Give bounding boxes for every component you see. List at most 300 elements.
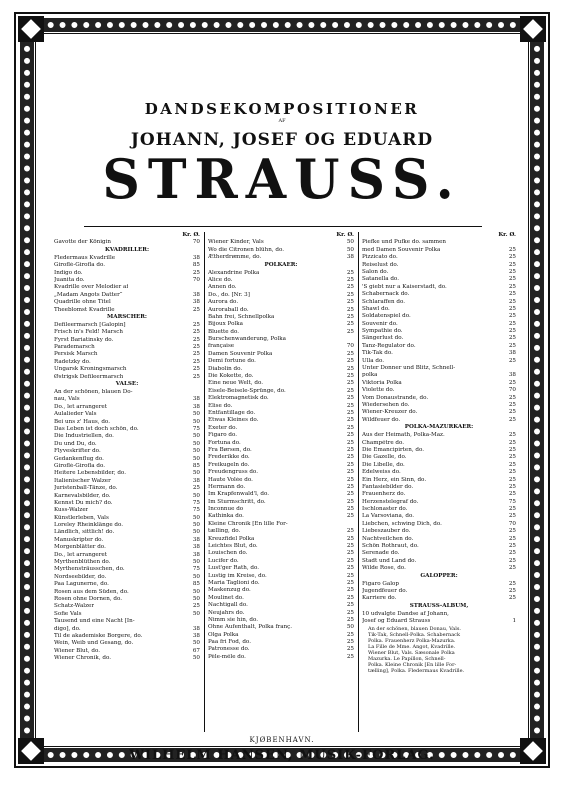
entry-price: 25 [508, 476, 516, 483]
entry-price: 25 [508, 335, 516, 342]
entry-price: 25 [346, 631, 354, 638]
entry-title: Giroflé-Girofla do. [54, 462, 106, 469]
entry-title: Fra Børsen, do. [208, 446, 252, 453]
catalog-entry [362, 550, 516, 557]
catalog-entry [362, 402, 516, 409]
catalog-entry [208, 469, 354, 476]
catalog-entry [208, 536, 354, 543]
entry-title: Morgenblätter do. [54, 544, 106, 551]
entry-price: 50 [192, 588, 200, 595]
entry-title: Nachtigall do. [208, 602, 248, 609]
catalog-entry [54, 299, 200, 306]
entry-price: 25 [508, 506, 516, 513]
entry-price: 38 [192, 403, 200, 410]
catalog-entry [362, 521, 516, 528]
catalog-entry [54, 351, 200, 358]
catalog-entry [208, 610, 354, 617]
catalog-entry [362, 513, 516, 520]
entry-price: 25 [508, 580, 516, 587]
entry-title: Wiener Chronik, do. [54, 655, 112, 662]
entry-price: 25 [508, 357, 516, 364]
catalog-entry [54, 270, 200, 277]
catalog-entry [208, 388, 354, 395]
entry-title: Radetzky do. [54, 358, 91, 365]
catalog-entry [362, 499, 516, 506]
catalog-entry [362, 380, 516, 387]
catalog-entry [54, 470, 200, 477]
entry-title: Liebeszauber do. [362, 528, 411, 535]
entry-price: 70 [192, 239, 200, 246]
entry-title: Do., let arrangeret [54, 403, 107, 410]
entry-price: 25 [346, 284, 354, 291]
entry-title: Myrthenblüthen do. [54, 559, 111, 566]
entry-title: Fantasiebilder do. [362, 483, 414, 490]
entry-title: 'S giebt nur a Kaiserstadt, do. [362, 283, 447, 290]
entry-title: Kleine Chronik [En lille For- [208, 520, 288, 527]
corner-ornament [520, 738, 546, 764]
catalog-entry [362, 350, 516, 357]
catalog-entry [208, 654, 354, 661]
entry-title: Alexandrine Polka [208, 269, 260, 276]
entry-title: Annen do. [208, 284, 237, 291]
entry-price: 25 [508, 261, 516, 268]
entry-title: Künstlerleben, Vals [54, 514, 109, 521]
entry-price: 25 [346, 483, 354, 490]
catalog-entry [54, 581, 200, 588]
catalog-entry [362, 343, 516, 350]
entry-title: Jugendfeuer do. [362, 587, 408, 594]
entry-title: Quadrille ohne Titel [54, 299, 111, 306]
catalog-entry [208, 329, 354, 336]
catalog-column-2 [208, 232, 354, 661]
catalog-entry [208, 336, 354, 343]
catalog-entry [54, 441, 200, 448]
entry-price: 25 [192, 603, 200, 610]
entry-price: 25 [508, 446, 516, 453]
entry-title: Patronesse do. [208, 646, 250, 653]
catalog-entry [54, 559, 200, 566]
catalog-entry [208, 632, 354, 639]
catalog-entry [54, 337, 200, 344]
entry-title: Wildfeuer do. [362, 416, 401, 423]
entry-title: Parademarsch [54, 344, 95, 351]
entry-price: 25 [192, 344, 200, 351]
entry-price: 75 [192, 566, 200, 573]
entry-price: 25 [508, 291, 516, 298]
catalog-entry [54, 544, 200, 551]
catalog-entry [208, 565, 354, 572]
entry-price: 25 [508, 439, 516, 446]
entry-price: 70 [346, 343, 354, 350]
entry-title: Tanz-Regulator do. [362, 342, 416, 349]
entry-price: 50 [346, 239, 354, 246]
entry-price: 25 [508, 416, 516, 423]
section-heading: KVADRILLER: [104, 246, 150, 253]
catalog-entry [362, 440, 516, 447]
entry-title: Wiedersehen do. [362, 401, 410, 408]
entry-title: Pizzicato do. [362, 254, 398, 261]
entry-title: Ischlonaster do. [362, 506, 408, 513]
title-af: AF [278, 118, 286, 124]
entry-title: Auroraball do. [208, 306, 249, 313]
catalog-entry [362, 506, 516, 513]
entry-title: Schön Rothraut, do. [362, 543, 419, 550]
entry-title: Flyveskrifter do. [54, 448, 101, 455]
entry-title: Elektromagnetisk do. [208, 395, 269, 402]
entry-title: Gedankenflug do. [54, 455, 104, 462]
entry-title: Hermann do. [208, 483, 246, 490]
entry-price: 25 [346, 461, 354, 468]
entry-price [514, 611, 516, 618]
entry-title: Manuskripter do. [54, 536, 104, 543]
catalog-entry [208, 270, 354, 277]
entry-price: 25 [346, 402, 354, 409]
currency-header: Kr. Ø. [498, 232, 516, 238]
entry-price: 25 [346, 498, 354, 505]
column-divider [358, 232, 359, 732]
entry-title: Ulla do. [362, 357, 385, 364]
entry-price: 25 [346, 543, 354, 550]
catalog-entry [208, 513, 354, 520]
entry-title: Aurora do. [208, 299, 239, 306]
entry-price: 25 [346, 653, 354, 660]
entry-title: Eisele-Beisele-Sprünge, do. [208, 387, 286, 394]
entry-title: Neujahrs do. [208, 609, 245, 616]
entry-price: 25 [346, 306, 354, 313]
entry-title: Edelweiss do. [362, 469, 401, 476]
catalog-entry [362, 291, 516, 298]
entry-title: Tik-Tak do. [362, 350, 393, 357]
catalog-entry [362, 417, 516, 424]
corner-ornament [18, 16, 44, 42]
entry-title: Shawl do. [362, 305, 390, 312]
entry-price: 25 [508, 246, 516, 253]
entry-price: 25 [508, 469, 516, 476]
entry-title: Souvenir do. [362, 320, 398, 327]
entry-price: 25 [346, 469, 354, 476]
entry-title: Giroflé-Girofla do. [54, 262, 106, 269]
entry-title: Viktoria Polka [362, 379, 402, 386]
entry-title: Bahn frei, Schnellpolka [208, 313, 275, 320]
catalog-column-3 [362, 232, 516, 674]
entry-title: Myrthensträusschen, do. [54, 566, 125, 573]
entry-price: 50 [192, 433, 200, 440]
catalog-entry [54, 478, 200, 485]
entry-title: Satanella do. [362, 276, 399, 283]
entry-price: 25 [508, 254, 516, 261]
catalog-entry [208, 521, 354, 528]
catalog-entry [362, 565, 516, 572]
entry-price: 25 [346, 528, 354, 535]
entry-price: 25 [192, 269, 200, 276]
entry-price: 1 [512, 618, 516, 625]
entry-price: 25 [346, 313, 354, 320]
entry-title: Lustig im Kreise, do. [208, 572, 267, 579]
entry-price: 70 [508, 387, 516, 394]
entry-price: 25 [508, 268, 516, 275]
catalog-entry [362, 454, 516, 461]
entry-title: Indigo do. [54, 269, 83, 276]
section-heading: POLKA-MAZURKAER: [404, 424, 474, 431]
catalog-entry [362, 335, 516, 342]
footer-city: KJØBENHAVN. [249, 736, 315, 744]
entry-price: 50 [192, 448, 200, 455]
entry-price: 38 [508, 372, 516, 379]
entry-price: 25 [346, 321, 354, 328]
entry-price: 85 [192, 262, 200, 269]
entry-price: 25 [508, 587, 516, 594]
entry-title: Wein, Weib und Gesang, do. [54, 640, 134, 647]
catalog-entry [362, 387, 516, 394]
catalog-entry [208, 447, 354, 454]
entry-title: Gavotte der Königin [54, 239, 112, 246]
entry-price: 25 [508, 550, 516, 557]
entry-title: Fledermaus Kvadrille [54, 254, 116, 261]
page-content [44, 40, 520, 763]
catalog-entry [208, 462, 354, 469]
catalog-entry [208, 247, 354, 254]
catalog-entry [54, 603, 200, 610]
entry-price: 50 [346, 624, 354, 631]
entry-title: Defileermarsch [Galopin] [54, 321, 126, 328]
entry-title: Liebchen, schwing Dich, do. [362, 520, 442, 527]
entry-price [352, 521, 354, 528]
section-heading: MARSCHER: [107, 313, 147, 320]
catalog-entry [362, 299, 516, 306]
entry-price: 38 [192, 396, 200, 403]
catalog-entry [208, 351, 354, 358]
entry-price: 25 [346, 446, 354, 453]
entry-title: Loreley Rheinklänge do. [54, 522, 124, 529]
catalog-entry [54, 648, 200, 655]
catalog-entry [208, 284, 354, 291]
catalog-entry [208, 602, 354, 609]
entry-title: Exeter do. [208, 424, 238, 431]
entry-price: 25 [508, 454, 516, 461]
entry-price: 25 [508, 535, 516, 542]
catalog-entry [54, 596, 200, 603]
catalog-entry [362, 372, 516, 379]
catalog-entry [54, 633, 200, 640]
catalog-entry [54, 626, 200, 633]
entry-title: Sympathie do. [362, 328, 403, 335]
catalog-entry [362, 611, 516, 618]
section-heading: STRAUSS-ALBUM, [409, 602, 469, 609]
catalog-entry [362, 254, 516, 261]
catalog-entry [208, 580, 354, 587]
entry-title: Bluette do. [208, 328, 240, 335]
entry-title: Elise do. [208, 402, 233, 409]
catalog-entry [54, 522, 200, 529]
catalog-entry [362, 469, 516, 476]
catalog-entry [208, 491, 354, 498]
catalog-entry [362, 262, 516, 269]
entry-price: 25 [346, 609, 354, 616]
album-contents-line: Tik-Tak, Schnell-Polka. Schabernack [368, 631, 461, 638]
entry-price: 50 [192, 470, 200, 477]
entry-price: 75 [508, 498, 516, 505]
entry-price: 50 [192, 455, 200, 462]
catalog-entry [362, 477, 516, 484]
entry-price: 38 [508, 350, 516, 357]
entry-price: 25 [508, 595, 516, 602]
entry-price: 50 [192, 492, 200, 499]
catalog-column-1 [54, 232, 200, 662]
entry-title: Theeblomst Kvadrille [54, 306, 115, 313]
entry-price: 50 [192, 595, 200, 602]
entry-title: Etwas Kleines do. [208, 417, 259, 424]
catalog-entry [54, 426, 200, 433]
catalog-entry [362, 306, 516, 313]
entry-price: 25 [346, 276, 354, 283]
album-contents-line: Mazurka. Le Papillon, Schnell- [368, 655, 446, 662]
entry-price: 25 [508, 565, 516, 572]
entry-title: „Madam Angots Datter“ [54, 291, 123, 298]
entry-title: Juanita do. [54, 276, 85, 283]
entry-price: 25 [508, 461, 516, 468]
entry-price: 25 [346, 602, 354, 609]
entry-title: Wilde Rose, do. [362, 565, 406, 572]
entry-title: Paa Lagunerne, do. [54, 581, 109, 588]
entry-title: Pêle-mêle do. [208, 653, 246, 660]
entry-price: 25 [508, 283, 516, 290]
entry-title: Eine neue Welt, do. [208, 380, 263, 387]
entry-price [352, 336, 354, 343]
entry-price: 38 [192, 299, 200, 306]
catalog-entry [208, 380, 354, 387]
entry-price: 25 [192, 351, 200, 358]
catalog-entry [54, 359, 200, 366]
entry-price: 25 [508, 342, 516, 349]
entry-price: 50 [192, 440, 200, 447]
catalog-entry [208, 343, 354, 350]
entry-title: Damen Souvenir Polka [208, 350, 273, 357]
entry-title: Kuss-Walzer [54, 507, 89, 514]
entry-title: Demi fortune do. [208, 358, 256, 365]
entry-price: 25 [508, 513, 516, 520]
entry-price: 75 [192, 507, 200, 514]
catalog-entry [208, 595, 354, 602]
catalog-entry [208, 558, 354, 565]
entry-title: Tausend und eine Nacht [In- [54, 618, 135, 625]
catalog-entry [208, 499, 354, 506]
catalog-entry [54, 463, 200, 470]
catalog-entry [208, 410, 354, 417]
entry-title: Vom Donaustrande, do. [362, 394, 429, 401]
entry-title: Die Kokette, do. [208, 373, 254, 380]
catalog-entry [54, 537, 200, 544]
entry-title: Freikugeln do. [208, 461, 250, 468]
entry-title: Bei uns z' Haus, do. [54, 418, 110, 425]
entry-price: 25 [508, 328, 516, 335]
catalog-entry [54, 411, 200, 418]
album-contents-line: La Fille de Mme. Angot, Kvadrille. [368, 643, 456, 650]
entry-price: 70 [508, 520, 516, 527]
entry-price: 25 [346, 395, 354, 402]
entry-price: 25 [346, 587, 354, 594]
catalog-entry [362, 618, 516, 625]
catalog-entry [208, 484, 354, 491]
corner-ornament [18, 738, 44, 764]
catalog-entry [362, 484, 516, 491]
catalog-entry [54, 618, 200, 625]
catalog-entry [54, 552, 200, 559]
entry-title: Josef og Eduard Strauss [362, 618, 431, 625]
entry-title: Louischen do. [208, 550, 248, 557]
entry-price: 25 [346, 380, 354, 387]
entry-title: Heitere Lebensbilder, do. [54, 470, 126, 477]
catalog-entry [362, 358, 516, 365]
entry-price: 25 [346, 387, 354, 394]
entry-title: Haute Volée do. [208, 476, 253, 483]
entry-price: 25 [346, 417, 354, 424]
entry-title: Frederikke do. [208, 454, 250, 461]
catalog-entry [54, 485, 200, 492]
catalog-entry [208, 373, 354, 380]
catalog-entry [208, 314, 354, 321]
catalog-entry [54, 322, 200, 329]
catalog-entry [208, 646, 354, 653]
entry-title: Wiener Blut, do. [54, 647, 101, 654]
section-heading: VALSE: [115, 381, 139, 388]
entry-price [198, 284, 200, 291]
entry-title: Das Leben ist doch schön, do. [54, 425, 139, 432]
entry-price: 50 [192, 418, 200, 425]
entry-title: Reiselust do. [362, 261, 399, 268]
entry-price: 25 [192, 329, 200, 336]
entry-title: Unter Donner und Blitz, Schnell- [362, 365, 456, 372]
entry-title: Aus der Heimath, Polka-Maz. [362, 432, 445, 439]
catalog-entry [362, 328, 516, 335]
catalog-entry [362, 432, 516, 439]
entry-title: Nordseebilder, do. [54, 573, 107, 580]
album-contents-line: An der schönen, blauen Donau, Vals. [368, 625, 462, 632]
entry-price: 25 [192, 306, 200, 313]
entry-price: 25 [346, 432, 354, 439]
entry-title: Nachtveilchen do. [362, 535, 414, 542]
entry-price: 25 [508, 305, 516, 312]
entry-price: 25 [346, 639, 354, 646]
catalog-entry [54, 292, 200, 299]
entry-title: Do., do. [Nr. 3] [208, 291, 250, 298]
catalog-entry [362, 588, 516, 595]
title-line2: JOHANN, JOSEF OG EDUARD [130, 130, 434, 150]
catalog-entry [362, 395, 516, 402]
entry-price: 25 [508, 491, 516, 498]
entry-title: Lucifer do. [208, 557, 239, 564]
entry-price: 50 [192, 640, 200, 647]
entry-title: Burschenwanderung, Polka [208, 336, 286, 343]
entry-price: 38 [192, 477, 200, 484]
entry-title: Im Sturmschritt, do. [208, 498, 266, 505]
footer-publisher: WILHELM HANSEN, MUSIK-FORLAG. [129, 748, 435, 763]
entry-title: Maskenzug do. [208, 587, 251, 594]
catalog-entry [362, 365, 516, 372]
entry-title: Rosen aus dem Süden, do. [54, 588, 129, 595]
entry-title: Fyrst Bariatinsky do. [54, 336, 114, 343]
catalog-entry [54, 396, 200, 403]
entry-title: polka [362, 372, 378, 379]
entry-price: 25 [346, 476, 354, 483]
entry-title: Kreuzfidel Polka [208, 535, 255, 542]
catalog-entry [208, 366, 354, 373]
entry-price: 25 [508, 401, 516, 408]
entry-title: Juristenball-Tänze, do. [54, 485, 118, 492]
entry-title: Piefke und Pufke do. sammen [362, 239, 447, 246]
entry-title: Kennst Du mich? do. [54, 499, 113, 506]
catalog-entry [54, 366, 200, 373]
catalog-entry [208, 624, 354, 631]
